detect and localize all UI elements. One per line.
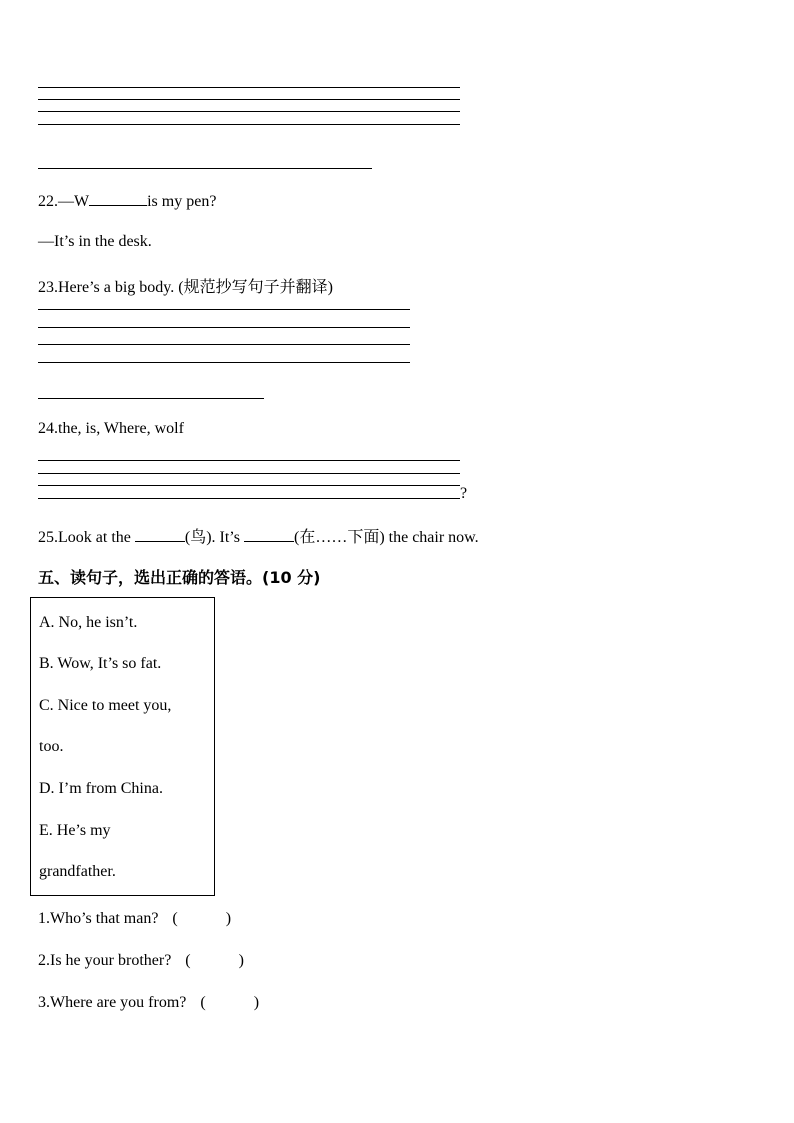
question-text: Here’s a big body. (规范抄写句子并翻译) — [58, 279, 333, 296]
question-text: is my pen? — [147, 193, 217, 210]
match-question-1 — [38, 910, 231, 928]
word-prefix: W — [74, 193, 90, 210]
answer-text: It’s in the desk. — [54, 233, 152, 250]
top-translation-line — [38, 168, 372, 169]
option-c-continued: too. — [39, 738, 64, 755]
question-text: the, is, Where, wolf — [58, 420, 184, 437]
q23-writing-line-2 — [38, 327, 410, 328]
option-b: B. Wow, It’s so fat. — [39, 655, 162, 672]
question-number: 22. — [38, 193, 58, 210]
top-writing-line-4 — [38, 124, 460, 125]
question-24 — [38, 420, 184, 438]
answer-22 — [38, 233, 152, 251]
answer-bracket[interactable]: ( ) — [200, 994, 260, 1011]
q24-writing-line-3 — [38, 485, 460, 486]
q24-writing-line-4 — [38, 498, 460, 499]
q23-writing-line-1 — [38, 309, 410, 310]
question-number: 23. — [38, 279, 58, 296]
question-text: 3.Where are you from? — [38, 994, 187, 1011]
dash: — — [38, 233, 54, 250]
q23-translation-line — [38, 398, 264, 399]
options-box — [30, 597, 215, 896]
match-question-3 — [38, 994, 259, 1012]
question-text: 2.Is he your brother? — [38, 952, 172, 969]
option-e: E. He’s my — [39, 822, 111, 839]
answer-bracket[interactable]: ( ) — [185, 952, 244, 969]
option-e-continued: grandfather. — [39, 863, 116, 880]
section-5-title: 五、读句子，选出正确的答语。(10 分) — [38, 568, 321, 587]
q23-writing-line-4 — [38, 362, 410, 363]
fill-blank-25-bird[interactable] — [135, 527, 185, 542]
fill-blank-22[interactable] — [89, 191, 147, 206]
q24-end-mark: ? — [460, 485, 468, 502]
hint-text: (鸟). It’s — [184, 529, 240, 546]
option-d: D. I’m from China. — [39, 780, 163, 797]
answer-bracket[interactable]: ( ) — [172, 910, 232, 927]
question-25 — [38, 524, 479, 547]
question-number: 24. — [38, 420, 58, 437]
q23-writing-line-3 — [38, 344, 410, 345]
top-writing-line-3 — [38, 111, 460, 112]
option-c: C. Nice to meet you, — [39, 697, 172, 714]
q24-writing-line-1 — [38, 460, 460, 461]
question-number: 25. — [38, 529, 58, 546]
question-23 — [38, 274, 333, 297]
top-writing-line-1 — [38, 87, 460, 88]
question-text: Look at the — [58, 529, 131, 546]
fill-blank-25-under[interactable] — [244, 527, 294, 542]
top-writing-line-2 — [38, 99, 460, 100]
match-question-2 — [38, 952, 244, 970]
hint-text: (在……下面) the chair now. — [293, 529, 479, 546]
option-a: A. No, he isn’t. — [39, 614, 138, 631]
question-22 — [38, 191, 216, 211]
dash: — — [58, 193, 74, 210]
question-text: 1.Who’s that man? — [38, 910, 159, 927]
q24-writing-line-2 — [38, 473, 460, 474]
